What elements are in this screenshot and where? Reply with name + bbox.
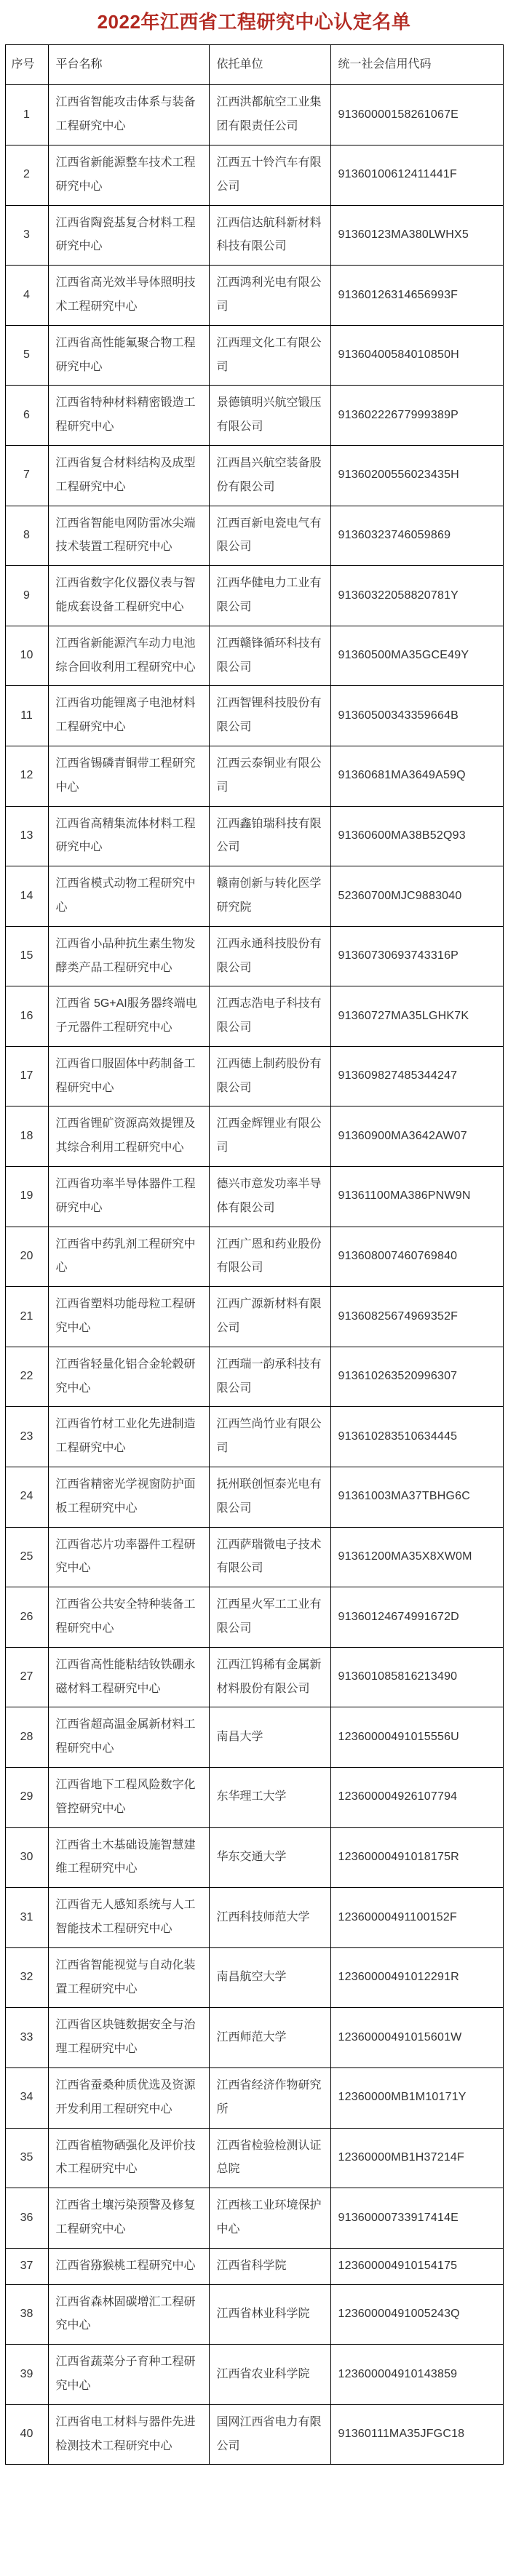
platform-name: 江西省精密光学视窗防护面板工程研究中心 [48,1467,209,1528]
credit-code: 12360000491100152F [330,1888,503,1948]
credit-code: 12360000MB1M10171Y [330,2067,503,2128]
supporting-unit: 江西省检验检测认证总院 [209,2128,330,2188]
supporting-unit: 景德镇明兴航空锻压有限公司 [209,386,330,446]
row-number: 12 [5,746,48,806]
row-number: 29 [5,1768,48,1828]
supporting-unit: 江西核工业环境保护中心 [209,2188,330,2249]
supporting-unit: 江西华健电力工业有限公司 [209,566,330,626]
platform-name: 江西省新能源汽车动力电池综合回收利用工程研究中心 [48,626,209,686]
row-number: 19 [5,1167,48,1227]
credit-code: 91360126314656993F [330,266,503,326]
platform-name: 江西省竹材工业化先进制造工程研究中心 [48,1407,209,1467]
table-row [5,2404,503,2465]
row-number: 2 [5,145,48,205]
row-number: 11 [5,686,48,746]
credit-code: 12360000491015556U [330,1707,503,1768]
credit-code: 91360500MA35GCE49Y [330,626,503,686]
row-number: 28 [5,1707,48,1768]
platform-name: 江西省芯片功率器件工程研究中心 [48,1527,209,1587]
platform-name: 江西省猕猴桃工程研究中心 [48,2248,209,2284]
credit-code: 12360000491005243Q [330,2284,503,2345]
supporting-unit: 南昌大学 [209,1707,330,1768]
supporting-unit: 江西信达航科新材料科技有限公司 [209,205,330,266]
credit-code: 52360700MJC9883040 [330,866,503,927]
credit-code: 91360600MA38B52Q93 [330,806,503,866]
credit-code: 91360123MA380LWHX5 [330,205,503,266]
credit-code: 123600004910143859 [330,2345,503,2405]
table-row [5,2345,503,2405]
header-supporting-unit: 依托单位 [209,45,330,85]
table-row [5,1947,503,2008]
table-row [5,626,503,686]
table-row [5,1287,503,1347]
credit-code: 91360222677999389P [330,386,503,446]
table-row [5,386,503,446]
table-row [5,1587,503,1648]
table-row [5,325,503,386]
table-row [5,1347,503,1407]
supporting-unit: 江西百新电瓷电气有限公司 [209,506,330,566]
table-header-row [5,45,503,85]
table-row [5,1768,503,1828]
supporting-unit: 江西志浩电子科技有限公司 [209,986,330,1047]
platform-name: 江西省高性能氟聚合物工程研究中心 [48,325,209,386]
platform-name: 江西省小品种抗生素生物发酵类产品工程研究中心 [48,926,209,986]
supporting-unit: 江西理文化工有限公司 [209,325,330,386]
platform-name: 江西省蔬菜分子育种工程研究中心 [48,2345,209,2405]
row-number: 22 [5,1347,48,1407]
row-number: 9 [5,566,48,626]
table-row [5,2284,503,2345]
platform-name: 江西省陶瓷基复合材料工程研究中心 [48,205,209,266]
credit-code: 12360000491012291R [330,1947,503,2008]
supporting-unit: 江西广源新材料有限公司 [209,1287,330,1347]
table-row [5,1647,503,1707]
credit-code: 91360900MA3642AW07 [330,1106,503,1167]
certification-table [5,44,504,2465]
supporting-unit: 江西省经济作物研究所 [209,2067,330,2128]
credit-code: 91360323746059869 [330,506,503,566]
row-number: 1 [5,85,48,145]
supporting-unit: 江西德上制药股份有限公司 [209,1046,330,1106]
supporting-unit: 江西瑞一韵承科技有限公司 [209,1347,330,1407]
table-row [5,266,503,326]
table-row [5,1046,503,1106]
table-row [5,1167,503,1227]
platform-name: 江西省特种材料精密锻造工程研究中心 [48,386,209,446]
platform-name: 江西省口服固体中药制备工程研究中心 [48,1046,209,1106]
credit-code: 91360727MA35LGHK7K [330,986,503,1047]
supporting-unit: 江西金辉锂业有限公司 [209,1106,330,1167]
platform-name: 江西省高光效半导体照明技术工程研究中心 [48,266,209,326]
header-platform-name: 平台名称 [48,45,209,85]
supporting-unit: 江西科技师范大学 [209,1888,330,1948]
credit-code: 913610283510634445 [330,1407,503,1467]
row-number: 32 [5,1947,48,2008]
platform-name: 江西省锂矿资源高效提锂及其综合利用工程研究中心 [48,1106,209,1167]
row-number: 10 [5,626,48,686]
table-row [5,1106,503,1167]
platform-name: 江西省植物硒强化及评价技术工程研究中心 [48,2128,209,2188]
supporting-unit: 江西省科学院 [209,2248,330,2284]
credit-code: 91360000158261067E [330,85,503,145]
credit-code: 123600004910154175 [330,2248,503,2284]
table-row [5,1227,503,1287]
credit-code: 91360500343359664B [330,686,503,746]
credit-code: 12360000491018175R [330,1827,503,1888]
table-row [5,2188,503,2249]
row-number: 5 [5,325,48,386]
supporting-unit: 江西赣锋循环科技有限公司 [209,626,330,686]
bottom-spacer [0,2465,508,2482]
credit-code: 91360681MA3649A59Q [330,746,503,806]
supporting-unit: 江西广恩和药业股份有限公司 [209,1227,330,1287]
credit-code: 91361200MA35X8XW0M [330,1527,503,1587]
platform-name: 江西省森林固碳增汇工程研究中心 [48,2284,209,2345]
table-row [5,566,503,626]
row-number: 36 [5,2188,48,2249]
table-row [5,1827,503,1888]
platform-name: 江西省智能视觉与自动化装置工程研究中心 [48,1947,209,2008]
row-number: 31 [5,1888,48,1948]
supporting-unit: 东华理工大学 [209,1768,330,1828]
platform-name: 江西省模式动物工程研究中心 [48,866,209,927]
row-number: 37 [5,2248,48,2284]
platform-name: 江西省土壤污染预警及修复工程研究中心 [48,2188,209,2249]
table-row [5,746,503,806]
platform-name: 江西省数字化仪器仪表与智能成套设备工程研究中心 [48,566,209,626]
platform-name: 江西省中药乳剂工程研究中心 [48,1227,209,1287]
supporting-unit: 南昌航空大学 [209,1947,330,2008]
credit-code: 91360322058820781Y [330,566,503,626]
credit-code: 91360124674991672D [330,1587,503,1648]
credit-code: 123600004926107794 [330,1768,503,1828]
header-credit-code: 统一社会信用代码 [330,45,503,85]
table-row [5,2008,503,2068]
row-number: 38 [5,2284,48,2345]
credit-code: 91361100MA386PNW9N [330,1167,503,1227]
table-row [5,145,503,205]
supporting-unit: 抚州联创恒泰光电有限公司 [209,1467,330,1528]
row-number: 35 [5,2128,48,2188]
supporting-unit: 江西昌兴航空装备股份有限公司 [209,445,330,506]
row-number: 23 [5,1407,48,1467]
credit-code: 91360200556023435H [330,445,503,506]
platform-name: 江西省高性能粘结钕铁硼永磁材料工程研究中心 [48,1647,209,1707]
supporting-unit: 江西师范大学 [209,2008,330,2068]
row-number: 13 [5,806,48,866]
platform-name: 江西省土木基础设施智慧建维工程研究中心 [48,1827,209,1888]
supporting-unit: 江西萨瑞微电子技术有限公司 [209,1527,330,1587]
credit-code: 91360000733917414E [330,2188,503,2249]
table-row [5,2128,503,2188]
row-number: 21 [5,1287,48,1347]
platform-name: 江西省电工材料与器件先进检测技术工程研究中心 [48,2404,209,2465]
table-row [5,686,503,746]
row-number: 40 [5,2404,48,2465]
credit-code: 12360000491015601W [330,2008,503,2068]
table-row [5,1467,503,1528]
supporting-unit: 江西江钨稀有金属新材料股份有限公司 [209,1647,330,1707]
supporting-unit: 江西洪都航空工业集团有限责任公司 [209,85,330,145]
table-row [5,2067,503,2128]
platform-name: 江西省新能源整车技术工程研究中心 [48,145,209,205]
table-row [5,1527,503,1587]
row-number: 15 [5,926,48,986]
platform-name: 江西省 5G+AI服务器终端电子元器件工程研究中心 [48,986,209,1047]
page-title: 2022年江西省工程研究中心认定名单 [97,11,411,33]
row-number: 7 [5,445,48,506]
credit-code: 12360000MB1H37214F [330,2128,503,2188]
supporting-unit: 江西云泰铜业有限公司 [209,746,330,806]
platform-name: 江西省轻量化铝合金轮毂研究中心 [48,1347,209,1407]
platform-name: 江西省复合材料结构及成型工程研究中心 [48,445,209,506]
row-number: 24 [5,1467,48,1528]
platform-name: 江西省地下工程风险数字化管控研究中心 [48,1768,209,1828]
credit-code: 913609827485344247 [330,1046,503,1106]
supporting-unit: 江西五十铃汽车有限公司 [209,145,330,205]
row-number: 8 [5,506,48,566]
table-row [5,1888,503,1948]
table-row [5,1407,503,1467]
supporting-unit: 华东交通大学 [209,1827,330,1888]
credit-code: 91361003MA37TBHG6C [330,1467,503,1528]
row-number: 33 [5,2008,48,2068]
credit-code: 91360111MA35JFGC18 [330,2404,503,2465]
table-row [5,506,503,566]
platform-name: 江西省功能锂离子电池材料工程研究中心 [48,686,209,746]
row-number: 30 [5,1827,48,1888]
table-body [5,85,503,2465]
credit-code: 91360825674969352F [330,1287,503,1347]
row-number: 18 [5,1106,48,1167]
supporting-unit: 江西永通科技股份有限公司 [209,926,330,986]
row-number: 26 [5,1587,48,1648]
row-number: 4 [5,266,48,326]
supporting-unit: 国网江西省电力有限公司 [209,2404,330,2465]
supporting-unit: 江西省农业科学院 [209,2345,330,2405]
supporting-unit: 赣南创新与转化医学研究院 [209,866,330,927]
platform-name: 江西省智能攻击体系与装备工程研究中心 [48,85,209,145]
supporting-unit: 江西智锂科技股份有限公司 [209,686,330,746]
table-row [5,926,503,986]
row-number: 16 [5,986,48,1047]
row-number: 25 [5,1527,48,1587]
platform-name: 江西省塑料功能母粒工程研究中心 [48,1287,209,1347]
row-number: 6 [5,386,48,446]
platform-name: 江西省公共安全特种装备工程研究中心 [48,1587,209,1648]
table-row [5,85,503,145]
table-row [5,1707,503,1768]
platform-name: 江西省区块链数据安全与治理工程研究中心 [48,2008,209,2068]
platform-name: 江西省高精集流体材料工程研究中心 [48,806,209,866]
platform-name: 江西省无人感知系统与人工智能技术工程研究中心 [48,1888,209,1948]
table-row [5,445,503,506]
credit-code: 91360730693743316P [330,926,503,986]
credit-code: 913608007460769840 [330,1227,503,1287]
supporting-unit: 江西省林业科学院 [209,2284,330,2345]
credit-code: 91360100612411441F [330,145,503,205]
table-row [5,806,503,866]
row-number: 34 [5,2067,48,2128]
row-number: 3 [5,205,48,266]
row-number: 14 [5,866,48,927]
table-row [5,986,503,1047]
platform-name: 江西省锡磷青铜带工程研究中心 [48,746,209,806]
platform-name: 江西省功率半导体器件工程研究中心 [48,1167,209,1227]
supporting-unit: 江西竺尚竹业有限公司 [209,1407,330,1467]
credit-code: 913610263520996307 [330,1347,503,1407]
supporting-unit: 江西鸿利光电有限公司 [209,266,330,326]
table-row [5,2248,503,2284]
platform-name: 江西省智能电网防雷冰尖端技术装置工程研究中心 [48,506,209,566]
supporting-unit: 江西星火军工工业有限公司 [209,1587,330,1648]
row-number: 17 [5,1046,48,1106]
header-seq: 序号 [5,45,48,85]
supporting-unit: 德兴市意发功率半导体有限公司 [209,1167,330,1227]
platform-name: 江西省超高温金属新材料工程研究中心 [48,1707,209,1768]
row-number: 39 [5,2345,48,2405]
table-row [5,866,503,927]
platform-name: 江西省蚕桑种质优选及资源开发利用工程研究中心 [48,2067,209,2128]
credit-code: 91360400584010850H [330,325,503,386]
credit-code: 913601085816213490 [330,1647,503,1707]
table-row [5,205,503,266]
row-number: 27 [5,1647,48,1707]
row-number: 20 [5,1227,48,1287]
supporting-unit: 江西鑫铂瑞科技有限公司 [209,806,330,866]
